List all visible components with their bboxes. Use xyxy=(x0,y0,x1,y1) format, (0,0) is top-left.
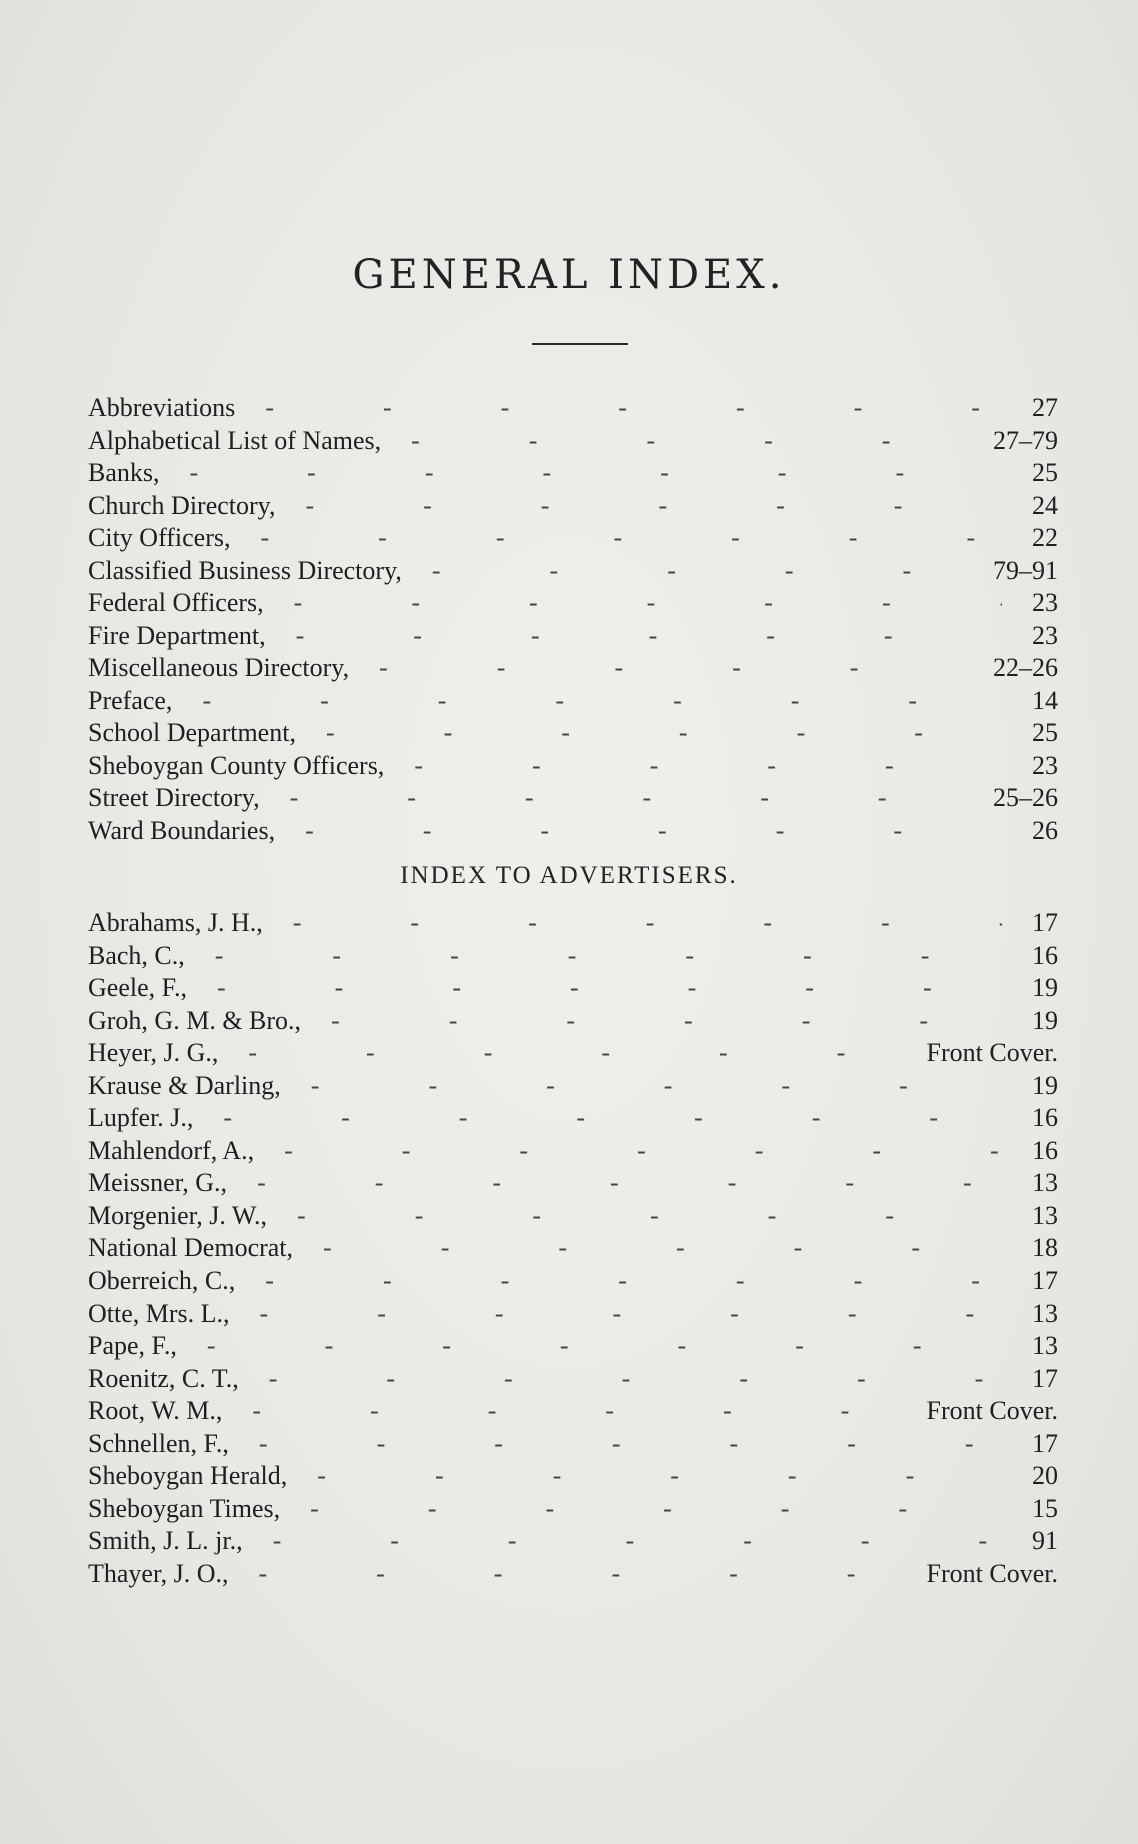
index-entry xyxy=(88,1298,1058,1331)
entry-page: 19 xyxy=(1032,973,1058,1003)
leader-dashes xyxy=(284,1135,1002,1168)
index-entry xyxy=(88,425,1058,458)
entry-page: 22–26 xyxy=(993,653,1058,682)
index-entry xyxy=(88,1232,1058,1265)
leader-dashes xyxy=(323,1232,1002,1265)
leader-dashes xyxy=(326,717,1002,750)
index-entry xyxy=(88,555,1058,588)
leader-dashes xyxy=(202,685,1002,718)
entry-name: Ward Boundaries, xyxy=(88,815,276,845)
entry-page: Front Cover. xyxy=(926,1396,1058,1426)
leader-dashes xyxy=(215,940,1002,973)
page-title: GENERAL INDEX. xyxy=(352,252,786,298)
entry-name: Classified Business Directory, xyxy=(88,555,402,585)
leader-dashes xyxy=(248,1037,896,1070)
entry-page: 20 xyxy=(1032,1461,1058,1491)
entry-page: 13 xyxy=(1032,1331,1058,1361)
entry-page: 24 xyxy=(1032,490,1058,520)
index-entry xyxy=(88,1037,1058,1070)
leader-dashes xyxy=(311,1070,1002,1103)
advertisers-heading: INDEX TO ADVERTISERS. xyxy=(400,862,738,889)
leader-dashes xyxy=(411,425,963,458)
index-entry xyxy=(88,685,1058,718)
entry-name: Miscellaneous Directory, xyxy=(88,653,350,682)
index-entry xyxy=(88,907,1058,940)
entry-page: Front Cover. xyxy=(926,1038,1058,1068)
entry-page: 16 xyxy=(1032,1103,1058,1133)
leader-dashes xyxy=(259,1428,1002,1461)
leader-dashes xyxy=(258,1558,896,1591)
entry-page: 17 xyxy=(1032,1363,1058,1393)
index-entry xyxy=(88,750,1058,783)
leader-dashes xyxy=(432,555,963,588)
leader-dashes xyxy=(414,750,1002,783)
entry-page: 13 xyxy=(1032,1298,1058,1328)
index-entry xyxy=(88,490,1058,523)
advertisers-index-list xyxy=(88,907,1058,1590)
leader-dashes xyxy=(290,782,963,815)
leader-dashes xyxy=(190,457,1003,490)
leader-dashes xyxy=(297,1200,1002,1233)
index-entry xyxy=(88,1460,1058,1493)
entry-page: 17 xyxy=(1032,1266,1058,1296)
leader-dashes xyxy=(305,490,1002,523)
entry-name: Banks, xyxy=(88,458,160,487)
entry-name: City Officers, xyxy=(88,523,231,552)
index-entry xyxy=(88,815,1058,848)
entry-page: 19 xyxy=(1032,1070,1058,1100)
entry-page: 18 xyxy=(1032,1233,1058,1263)
leader-dashes xyxy=(207,1330,1002,1363)
index-entry xyxy=(88,1363,1058,1396)
index-entry xyxy=(88,587,1058,620)
entry-page: 26 xyxy=(1032,815,1058,845)
entry-page: 25 xyxy=(1032,458,1058,487)
entry-name: Krause & Darling, xyxy=(88,1070,281,1100)
leader-dashes xyxy=(273,1525,1002,1558)
entry-name: Abrahams, J. H., xyxy=(88,908,263,937)
entry-page: 27 xyxy=(1032,393,1058,422)
entry-name: Fire Department, xyxy=(88,620,266,650)
entry-page: Front Cover. xyxy=(926,1558,1058,1588)
entry-page: 16 xyxy=(1032,940,1058,970)
entry-name: Groh, G. M. & Bro., xyxy=(88,1005,302,1035)
entry-name: Oberreich, C., xyxy=(88,1266,236,1296)
entry-page: 14 xyxy=(1032,685,1058,715)
leader-dashes xyxy=(305,815,1002,848)
entry-name: Mahlendorf, A., xyxy=(88,1135,255,1165)
entry-name: National Democrat, xyxy=(88,1233,294,1263)
entry-page: 91 xyxy=(1032,1526,1058,1556)
index-entry xyxy=(88,1102,1058,1135)
title-rule xyxy=(532,343,628,345)
entry-name: Heyer, J. G., xyxy=(88,1038,219,1068)
entry-name: Abbreviations xyxy=(88,393,236,422)
leader-dashes xyxy=(379,652,963,685)
entry-name: Sheboygan Times, xyxy=(88,1493,281,1523)
index-entry xyxy=(88,1167,1058,1200)
leader-dashes xyxy=(261,522,1003,555)
entry-page: 13 xyxy=(1032,1168,1058,1198)
entry-page: 25–26 xyxy=(993,783,1058,812)
leader-dashes xyxy=(294,587,1002,620)
leader-dashes xyxy=(296,620,1002,653)
entry-name: School Department, xyxy=(88,718,296,747)
entry-name: Morgenier, J. W., xyxy=(88,1200,268,1230)
index-entry xyxy=(88,457,1058,490)
entry-name: Smith, J. L. jr., xyxy=(88,1526,243,1556)
entry-name: Street Directory, xyxy=(88,783,260,812)
entry-name: Roenitz, C. T., xyxy=(88,1363,239,1393)
leader-dashes xyxy=(223,1102,1002,1135)
leader-dashes xyxy=(217,972,1002,1005)
index-entry xyxy=(88,1525,1058,1558)
entry-page: 79–91 xyxy=(993,555,1058,585)
index-entry xyxy=(88,940,1058,973)
index-entry xyxy=(88,717,1058,750)
entry-name: Pape, F., xyxy=(88,1331,177,1361)
leader-dashes xyxy=(265,392,1002,425)
entry-page: 17 xyxy=(1032,1428,1058,1458)
leader-dashes xyxy=(293,907,1002,940)
leader-dashes xyxy=(265,1265,1002,1298)
entry-page: 25 xyxy=(1032,718,1058,747)
entry-name: Sheboygan Herald, xyxy=(88,1461,288,1491)
leader-dashes xyxy=(317,1460,1002,1493)
leader-dashes xyxy=(269,1363,1002,1396)
index-entry xyxy=(88,1135,1058,1168)
index-entry xyxy=(88,1395,1058,1428)
entry-page: 13 xyxy=(1032,1200,1058,1230)
entry-name: Church Directory, xyxy=(88,490,276,520)
entry-name: Schnellen, F., xyxy=(88,1428,229,1458)
entry-name: Otte, Mrs. L., xyxy=(88,1298,230,1328)
entry-page: 23 xyxy=(1032,750,1058,780)
entry-name: Root, W. M., xyxy=(88,1396,223,1426)
leader-dashes xyxy=(257,1167,1002,1200)
entry-name: Alphabetical List of Names, xyxy=(88,425,382,455)
entry-page: 23 xyxy=(1032,620,1058,650)
index-entry xyxy=(88,1493,1058,1526)
index-entry xyxy=(88,1428,1058,1461)
leader-dashes xyxy=(252,1395,896,1428)
index-entry xyxy=(88,972,1058,1005)
index-entry xyxy=(88,392,1058,425)
entry-page: 23 xyxy=(1032,588,1058,617)
entry-page: 15 xyxy=(1032,1493,1058,1523)
index-entry xyxy=(88,1330,1058,1363)
index-entry xyxy=(88,1265,1058,1298)
entry-page: 22 xyxy=(1032,523,1058,552)
index-entry xyxy=(88,620,1058,653)
index-entry xyxy=(88,1558,1058,1591)
entry-name: Geele, F., xyxy=(88,973,187,1003)
index-entry xyxy=(88,652,1058,685)
index-entry xyxy=(88,1005,1058,1038)
entry-page: 16 xyxy=(1032,1135,1058,1165)
entry-name: Bach, C., xyxy=(88,940,185,970)
entry-page: 19 xyxy=(1032,1005,1058,1035)
index-entry xyxy=(88,522,1058,555)
entry-name: Thayer, J. O., xyxy=(88,1558,229,1588)
entry-page: 27–79 xyxy=(993,425,1058,455)
general-index-list xyxy=(88,392,1058,847)
leader-dashes xyxy=(331,1005,1002,1038)
entry-name: Meissner, G., xyxy=(88,1168,228,1198)
entry-name: Sheboygan County Officers, xyxy=(88,750,385,780)
index-entry xyxy=(88,1070,1058,1103)
entry-name: Federal Officers, xyxy=(88,588,264,617)
entry-name: Lupfer. J., xyxy=(88,1103,194,1133)
index-entry xyxy=(88,1200,1058,1233)
index-entry xyxy=(88,782,1058,815)
leader-dashes xyxy=(310,1493,1002,1526)
entry-page: 17 xyxy=(1032,908,1058,937)
leader-dashes xyxy=(260,1298,1002,1331)
entry-name: Preface, xyxy=(88,685,173,715)
